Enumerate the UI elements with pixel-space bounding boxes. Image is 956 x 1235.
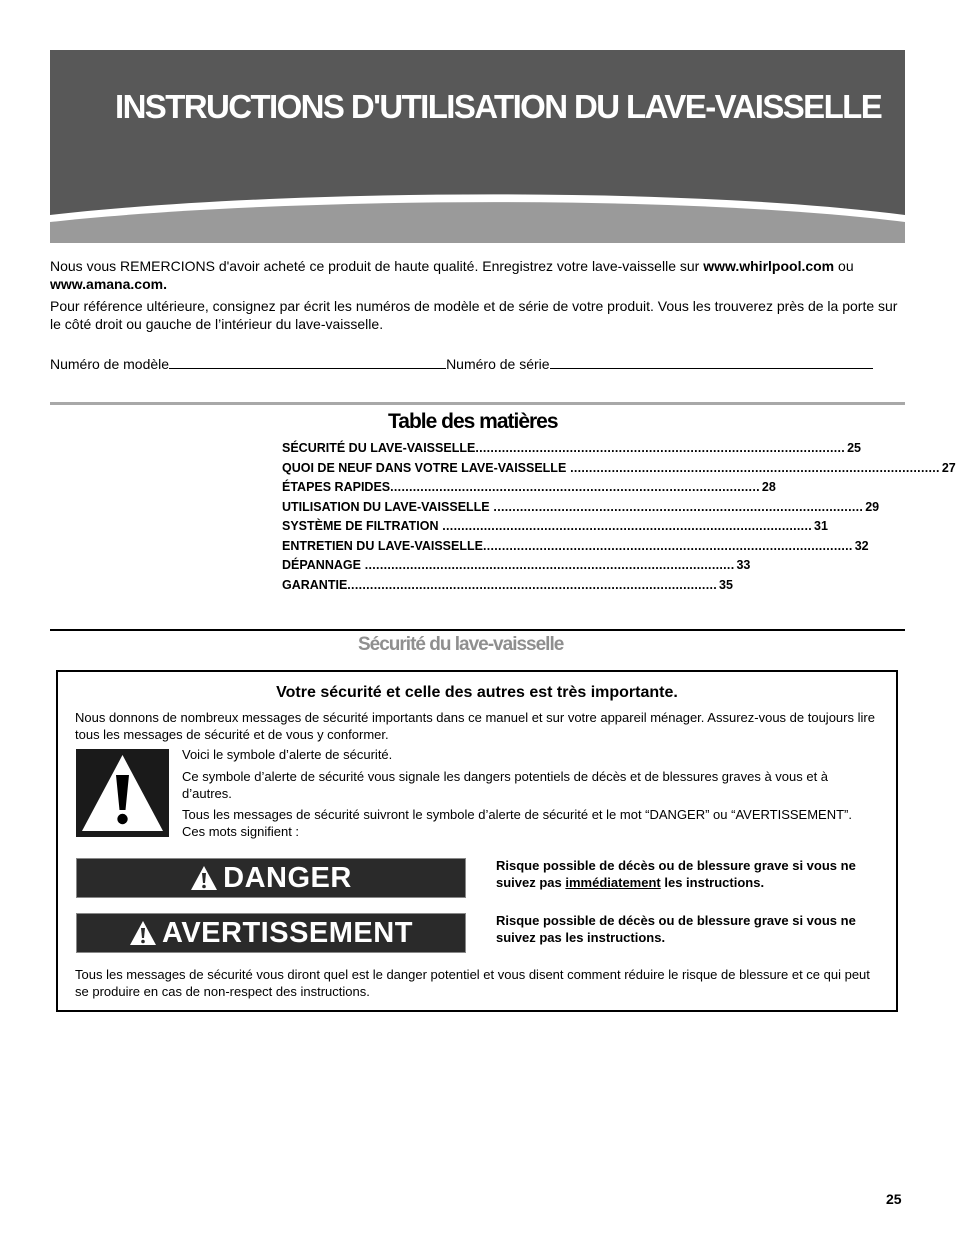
toc-item-maintenance[interactable] [282,538,869,558]
toc-item-filtration[interactable] [282,518,828,538]
safety-box-title: Votre sécurité et celle des autres est très importante. [276,684,678,701]
intro-paragraph-1 [50,257,908,293]
toc-item-page: 31 [814,519,828,533]
toc-item-whats-new[interactable] [282,460,956,480]
model-number-label: Numéro de modèle [50,356,170,372]
warning-triangle-icon [190,865,218,891]
warning-signal-word [76,913,466,953]
toc-item-page: 28 [761,480,776,494]
toc-item-page: 33 [736,558,751,572]
page-number: 25 [886,1191,902,1207]
toc-item-label: UTILISATION DU LAVE-VAISSELLE [282,499,490,514]
toc-item-page: 35 [719,577,733,592]
danger-description [496,857,891,891]
toc-item-label: QUOI DE NEUF DANS VOTRE LAVE-VAISSELLE [282,460,567,475]
safety-intro: Nous donnons de nombreux messages de sécurité importants dans ce manuel et sur votre appareil ménager. Assurez-vous de toujours lire tous les messages de sécurité et de vous y conformer. [75,710,875,742]
section-divider [50,629,905,631]
intro-text: Nous vous REMERCIONS d'avoir acheté ce produit de haute qualité. Enregistrez votre lave-vaisselle sur [50,258,704,274]
serial-number-line[interactable] [550,356,873,369]
banner-background [50,50,905,243]
toc-dots: .................................................................................................. [482,538,853,553]
symbol-description-2: Ce symbole d’alerte de sécurité vous signale les dangers potentiels de décès et de blessures graves à vous et à d’autres. [182,769,829,801]
toc-dots: .................................................................................................. [390,480,760,494]
header-banner [50,50,905,243]
safety-footer: Tous les messages de sécurité vous diront quel est le danger potentiel et vous disent comment réduire le risque de blessure et ce qui peut se produire en cas de non-respect des instructions. [75,967,870,999]
toc-item-page: 27 [941,460,956,475]
page-title: INSTRUCTIONS D'UTILISATION DU LAVE-VAISSELLE [115,88,882,125]
danger-label: DANGER [223,861,352,894]
danger-desc-text: Risque possible de décès ou de blessure grave si vous ne suivez pas [496,858,856,890]
divider [50,402,905,405]
toc-dots: .................................................................................................. [360,558,735,572]
symbol-description-3: Tous les messages de sécurité suivront le symbole d’alerte de sécurité et le mot “DANGER” ou “AVERTISSEMENT”. Ces mots signifient : [182,807,852,839]
warning-label: AVERTISSEMENT [162,916,413,949]
table-of-contents [282,440,956,596]
toc-dots: .................................................................................................. [489,499,864,514]
safety-box [56,670,898,1012]
toc-item-warranty[interactable] [282,577,733,597]
toc-dots: .................................................................................................. [438,519,813,533]
danger-desc-emphasis: immédiatement [565,875,661,890]
warning-description: Risque possible de décès ou de blessure grave si vous ne suivez pas les instructions. [496,913,856,945]
toc-item-troubleshooting[interactable] [282,557,751,577]
toc-item-page: 25 [847,441,861,455]
toc-dots: .................................................................................................. [347,577,718,592]
record-fields [50,356,910,372]
danger-desc-text-end: les instructions. [660,875,765,890]
warning-triangle-icon [129,920,157,946]
toc-title: Table des matières [388,410,558,433]
intro-paragraph-2: Pour référence ultérieure, consignez par écrit les numéros de modèle et de série de votre produit. Vous les trouverez près de la porte sur le côté droit ou gauche de l’intérieur du lave-vaisselle. [50,298,898,332]
toc-item-label: SÉCURITÉ DU LAVE-VAISSELLE [282,441,476,455]
toc-item-label: ENTRETIEN DU LAVE-VAISSELLE [282,538,483,553]
toc-item-quick-steps[interactable] [282,479,776,499]
toc-item-page: 32 [854,538,869,553]
toc-item-page: 29 [865,499,880,514]
section-title: Sécurité du lave-vaisselle [358,634,564,655]
danger-signal-word [76,858,466,898]
toc-item-label: DÉPANNAGE [282,558,361,572]
symbol-description-1: Voici le symbole d’alerte de sécurité. [182,747,393,762]
whirlpool-link[interactable]: www.whirlpool.com [703,258,835,274]
serial-number-label: Numéro de série [446,356,550,372]
model-number-line[interactable] [169,356,446,369]
toc-item-label: GARANTIE [282,577,348,592]
amana-link[interactable]: www.amana.com. [50,276,167,292]
toc-item-usage[interactable] [282,499,880,519]
toc-item-label: SYSTÈME DE FILTRATION [282,519,439,533]
toc-dots: .................................................................................................. [475,441,846,455]
intro-text-or: ou [834,258,854,274]
toc-item-label: ÉTAPES RAPIDES [282,480,391,494]
toc-item-safety[interactable] [282,440,861,460]
safety-alert-symbol-icon [76,749,169,837]
toc-dots: .................................................................................................. [566,460,940,475]
